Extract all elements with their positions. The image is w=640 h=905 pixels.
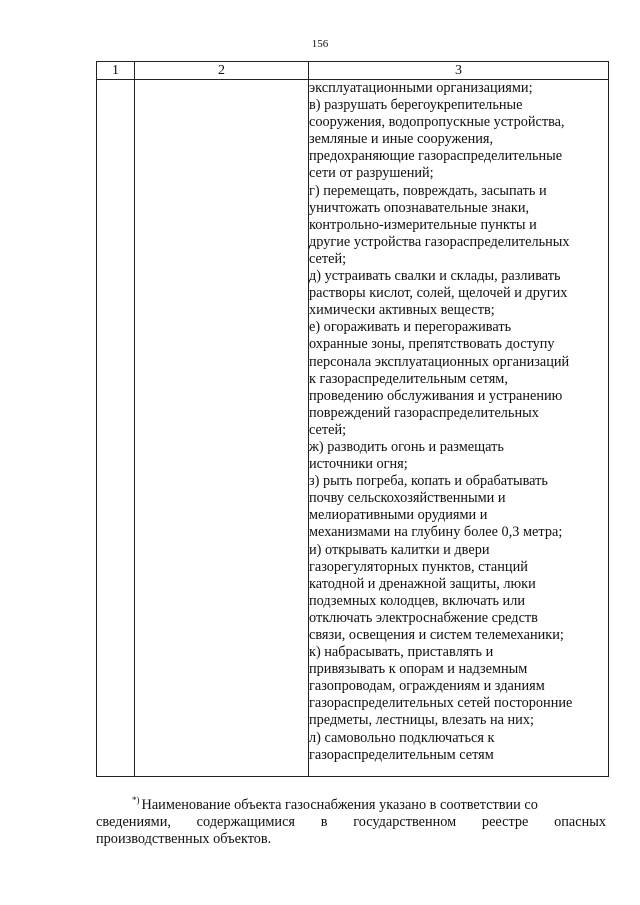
text-line: ж) разводить огонь и размещать — [309, 438, 504, 455]
text-line: земляные и иные сооружения, — [309, 131, 494, 148]
text-line: газораспределительным сетям — [309, 746, 494, 763]
table-header-row — [97, 62, 609, 80]
table-cell-col3 — [309, 80, 609, 777]
text-line: г) перемещать, повреждать, засыпать и — [309, 182, 547, 199]
text-line: л) самовольно подключаться к — [309, 729, 495, 746]
text-line: газорегуляторных пунктов, станций — [309, 558, 528, 575]
text-line: химически активных веществ; — [309, 302, 495, 319]
text-line: связи, освещения и систем телемеханики; — [309, 627, 564, 643]
text-line: газопроводам, ограждениям и зданиям — [309, 678, 545, 695]
text-line: сети от разрушений; — [309, 165, 434, 182]
text-line: к газораспределительным сетям, — [309, 370, 508, 387]
text-line: е) огораживать и перегораживать — [309, 319, 512, 336]
text-line: з) рыть погреба, копать и обрабатывать — [309, 473, 548, 490]
text-line: отключать электроснабжение средств — [309, 609, 538, 626]
text-line: источники огня; — [309, 456, 408, 473]
text-line: предохраняющие газораспределительные — [309, 148, 563, 165]
text-line: повреждений газораспределительных — [309, 404, 539, 421]
footnote-line-1 — [96, 792, 606, 814]
text-line: уничтожать опознавательные знаки, — [309, 199, 530, 216]
text-line: сооружения, водопропускные устройства, — [309, 114, 565, 131]
text-line: сетей; — [309, 421, 347, 438]
text-line: проведению обслуживания и устранению — [309, 387, 563, 404]
text-line: почву сельскохозяйственными и — [309, 490, 506, 507]
document-table — [96, 61, 609, 777]
table-cell-col2 — [135, 80, 309, 777]
text-line: контрольно-измерительные пункты и — [309, 216, 537, 233]
column-header-3: 3 — [309, 62, 609, 80]
text-line: другие устройства газораспределительных — [309, 233, 570, 250]
text-line: эксплуатационными организациями; — [309, 80, 533, 96]
footnote-line-2: сведениями, содержащимися в государственном реестре опасных — [96, 814, 606, 830]
text-line: сетей; — [309, 250, 347, 267]
text-line: катодной и дренажной защиты, люки — [309, 575, 536, 592]
table-cell-col1 — [97, 80, 135, 777]
text-line: и) открывать калитки и двери — [309, 541, 490, 558]
footnote-marker: *) — [132, 795, 140, 805]
column-header-1: 1 — [97, 62, 135, 80]
text-line: газораспределительных сетей посторонние — [309, 695, 573, 712]
text-line: в) разрушать берегоукрепительные — [309, 97, 523, 114]
text-line: растворы кислот, солей, щелочей и других — [309, 285, 568, 302]
text-line: механизмами на глубину более 0,3 метра; — [309, 524, 563, 541]
text-line: привязывать к опорам и надземным — [309, 661, 528, 678]
text-line: мелиоративными орудиями и — [309, 507, 488, 524]
footnote — [96, 792, 606, 848]
text-line: охранные зоны, препятствовать доступу — [309, 336, 555, 353]
text-line: персонала эксплуатационных организаций — [309, 353, 570, 370]
footnote-text-1: Наименование объекта газоснабжения указано в соответствии со — [141, 797, 538, 813]
text-line: подземных колодцев, включать или — [309, 592, 525, 609]
table-row — [97, 80, 609, 777]
page-number: 156 — [311, 38, 329, 50]
text-line: к) набрасывать, приставлять и — [309, 644, 494, 661]
column-header-2: 2 — [135, 62, 309, 80]
text-line: д) устраивать свалки и склады, разливать — [309, 268, 561, 285]
text-line: предметы, лестницы, влезать на них; — [309, 712, 534, 729]
footnote-line-3: производственных объектов. — [96, 831, 272, 847]
